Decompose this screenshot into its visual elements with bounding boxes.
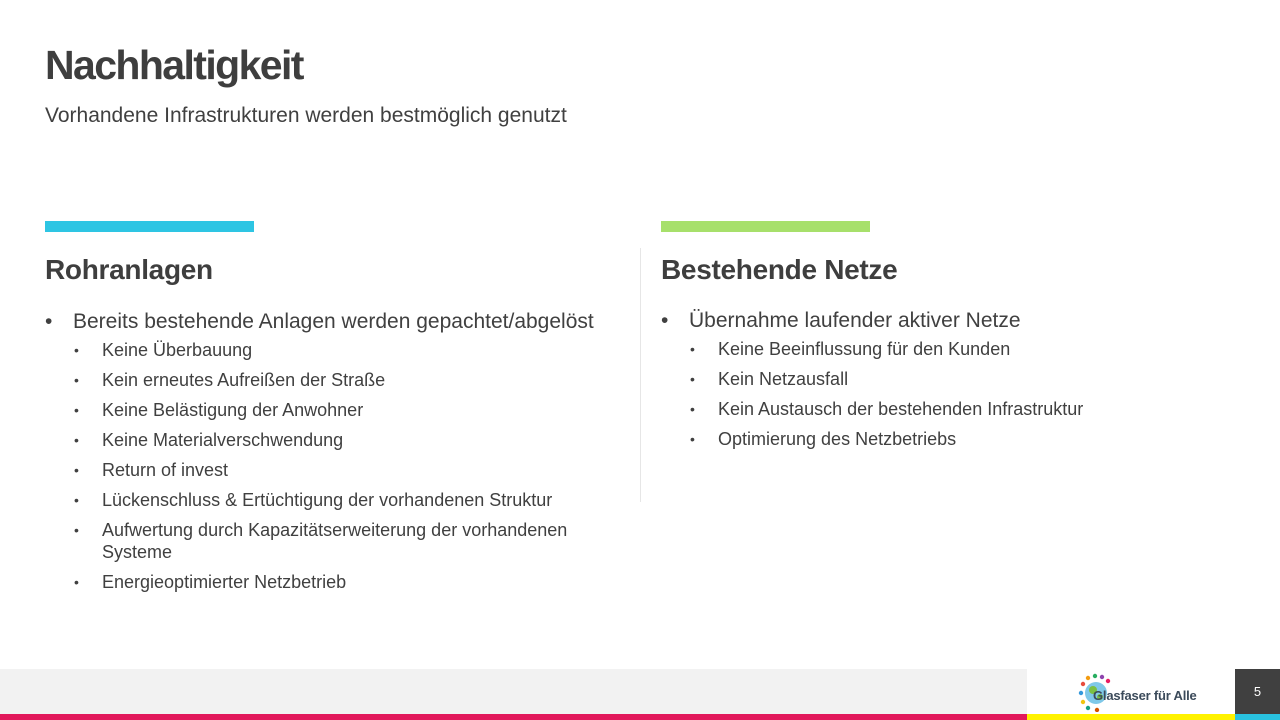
bullet: • bbox=[661, 309, 669, 332]
sub-list-item-text: Kein Netzausfall bbox=[718, 369, 849, 389]
sub-list-item bbox=[45, 369, 625, 391]
sub-list-item-text: Kein Austausch der bestehenden Infrastruktur bbox=[718, 399, 1084, 419]
sub-list-item bbox=[45, 339, 625, 361]
sub-list-item bbox=[661, 428, 1241, 450]
bullet: • bbox=[690, 371, 695, 387]
footer-strip-magenta bbox=[0, 714, 1027, 720]
bullet: • bbox=[690, 401, 695, 417]
bullet: • bbox=[74, 462, 79, 478]
bullet: • bbox=[690, 341, 695, 357]
list-item bbox=[45, 309, 625, 335]
bullet: • bbox=[690, 431, 695, 447]
sub-list-item bbox=[45, 399, 625, 421]
bullet: • bbox=[74, 492, 79, 508]
sub-list-item-text: Aufwertung durch Kapazitätserweiterung der vorhandenen Systeme bbox=[102, 520, 568, 562]
bullet: • bbox=[74, 432, 79, 448]
list-item bbox=[661, 308, 1241, 334]
sub-list-item bbox=[45, 519, 625, 563]
footer-strip-cyan bbox=[1235, 714, 1280, 720]
sub-list-item bbox=[45, 489, 625, 511]
logo bbox=[1027, 669, 1235, 714]
page-number: 5 bbox=[1253, 684, 1262, 699]
sub-list-item bbox=[45, 571, 625, 593]
sub-list-item-text: Keine Materialverschwendung bbox=[102, 430, 344, 450]
sub-list-item bbox=[45, 429, 625, 451]
sub-list-item bbox=[661, 398, 1241, 420]
sub-list-item-text: Keine Belästigung der Anwohner bbox=[102, 400, 364, 420]
page-number-box bbox=[1235, 669, 1280, 714]
logo-text: Glasfaser für Alle bbox=[1093, 688, 1197, 703]
column-divider bbox=[640, 248, 641, 502]
bullet: • bbox=[74, 372, 79, 388]
list-item-text: Bereits bestehende Anlagen werden gepachtet/abgelöst bbox=[73, 310, 594, 333]
sub-list-item-text: Return of invest bbox=[102, 460, 229, 480]
bullet: • bbox=[74, 522, 79, 538]
sub-list-item-text: Optimierung des Netzbetriebs bbox=[718, 429, 957, 449]
right-column-list bbox=[661, 308, 1241, 450]
bullet: • bbox=[74, 402, 79, 418]
sub-list-item bbox=[45, 459, 625, 481]
left-accent-bar bbox=[45, 221, 254, 232]
sub-list-item-text: Kein erneutes Aufreißen der Straße bbox=[102, 370, 386, 390]
sub-list-item bbox=[661, 368, 1241, 390]
sub-list-item-text: Keine Überbauung bbox=[102, 340, 253, 360]
right-accent-bar bbox=[661, 221, 870, 232]
bullet: • bbox=[74, 574, 79, 590]
left-column-list bbox=[45, 309, 625, 593]
slide-title: Nachhaltigkeit bbox=[45, 42, 303, 88]
sub-list-item-text: Lückenschluss & Ertüchtigung der vorhandenen Struktur bbox=[102, 490, 553, 510]
list-item-text: Übernahme laufender aktiver Netze bbox=[689, 309, 1021, 332]
slide-subtitle: Vorhandene Infrastrukturen werden bestmöglich genutzt bbox=[45, 104, 567, 127]
bullet: • bbox=[45, 310, 53, 333]
sub-list-item-text: Energieoptimierter Netzbetrieb bbox=[102, 572, 347, 592]
sub-list-item bbox=[661, 338, 1241, 360]
sub-list-item-text: Keine Beeinflussung für den Kunden bbox=[718, 339, 1011, 359]
bullet: • bbox=[74, 342, 79, 358]
footer-strip-yellow bbox=[1027, 714, 1235, 720]
right-column-heading: Bestehende Netze bbox=[661, 254, 898, 285]
left-column-heading: Rohranlagen bbox=[45, 254, 213, 285]
